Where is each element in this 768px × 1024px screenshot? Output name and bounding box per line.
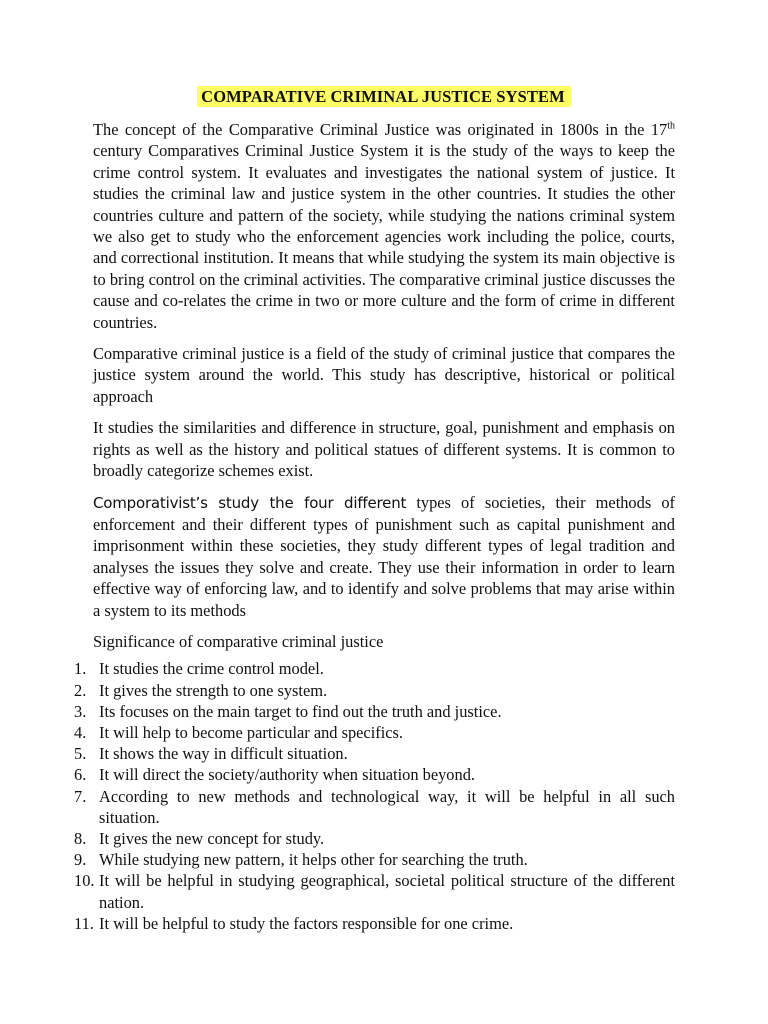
list-item (74, 743, 675, 764)
list-item (74, 870, 675, 912)
superscript-th: th (667, 120, 675, 132)
paragraph-intro (93, 119, 675, 333)
list-item-number: 8. (74, 828, 87, 848)
list-item-text: It will be helpful in studying geographical, societal political structure of the different nation. (99, 871, 675, 912)
list-item-text: According to new methods and technological way, it will be helpful in all such situation. (99, 786, 675, 827)
list-item (74, 786, 675, 828)
title-wrap (93, 86, 675, 107)
list-item-text: It gives the strength to one system. (99, 680, 328, 700)
list-item-text: While studying new pattern, it helps other for searching the truth. (99, 850, 528, 870)
list-item-number: 6. (74, 765, 87, 785)
paragraph-intro-start: The concept of the Comparative Criminal Justice was originated in 1800s in the 17 (93, 120, 668, 139)
list-item-number: 3. (74, 701, 87, 721)
list-item (74, 658, 675, 679)
list-item-text: It will be helpful to study the factors responsible for one crime. (99, 913, 514, 933)
list-heading: Significance of comparative criminal justice (93, 631, 384, 651)
list-item-text: It studies the crime control model. (99, 659, 324, 679)
list-item-number: 5. (74, 744, 87, 764)
list-item-text: It shows the way in difficult situation. (99, 744, 348, 764)
list-item (74, 913, 675, 934)
list-item-number: 9. (74, 850, 87, 870)
list-item (74, 701, 675, 722)
list-item-number: 1. (74, 659, 87, 679)
list-item (74, 764, 675, 785)
list-item-text: It will help to become particular and specifics. (99, 722, 404, 742)
list-item (74, 849, 675, 870)
list-item-number: 10. (74, 871, 95, 891)
list-item-number: 2. (74, 680, 87, 700)
list-item (74, 722, 675, 743)
paragraph-intro-rest: century Comparatives Criminal Justice System it is the study of the ways to keep the crime control system. It evaluates and investigates the national system of justice. It studies the criminal law and justice system in the other countries. It studies the other countries culture and pattern of the society, while studying the nations criminal system we also get to study who the enforcement agencies work including the police, courts, and correctional institution. It means that while studying the system its main objective is to bring control on the criminal activities. The comparative criminal justice discusses the cause and co-relates the crime in two or more culture and the form of crime in different countries. (93, 141, 675, 332)
list-item-text: Its focuses on the main target to find out the truth and justice. (99, 701, 502, 721)
list-item-number: 4. (74, 722, 87, 742)
list-item-text: It gives the new concept for study. (99, 828, 325, 848)
list-item (74, 680, 675, 701)
paragraph-comparativists (93, 492, 675, 621)
paragraph-comparativists-lead: Comporativist’s study the four different (93, 493, 407, 512)
list-item-number: 11. (74, 913, 94, 933)
list-item (74, 828, 675, 849)
list-item-text: It will direct the society/authority when situation beyond. (99, 765, 475, 785)
paragraph-comparativists-rest: types of societies, their methods of enforcement and their different types of punishment such as capital punishment and imprisonment within these societies, they study different types of legal tradition and analyses the issues they solve and create. They use their information in order to learn effective way of enforcing law, and to identify and solve problems that may arise within a system to its methods (93, 492, 675, 620)
page-title: COMPARATIVE CRIMINAL JUSTICE SYSTEM (197, 86, 571, 107)
paragraph-similarities: It studies the similarities and difference in structure, goal, punishment and emphasis on rights as well as the history and political statues of different systems. It is common to broadly categorize schemes exist. (93, 418, 675, 481)
paragraph-definition: Comparative criminal justice is a field of the study of criminal justice that compares the justice system around the world. This study has descriptive, historical or political approach (93, 344, 675, 406)
significance-list (74, 658, 675, 934)
list-item-number: 7. (74, 786, 87, 806)
